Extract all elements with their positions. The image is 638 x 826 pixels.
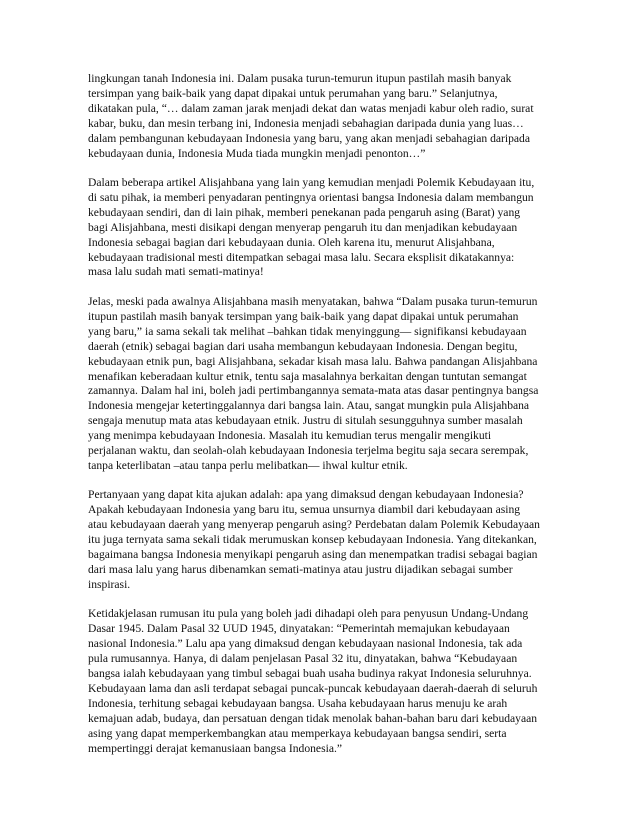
text-line: zamannya. Dalam hal ini, boleh jadi pertimbangannya semata-mata atas dasar pentingnya bangsa bbox=[88, 384, 539, 398]
text-line: Apakah kebudayaan Indonesia yang baru itu, semua unsurnya diambil dari kebudayaan asing bbox=[88, 503, 521, 517]
text-line: atau kebudayaan daerah yang menyerap pengaruh asing? Perdebatan dalam Polemik Kebudayaan bbox=[88, 518, 540, 532]
text-line: perjalanan waktu, dan seolah-olah kebudayaan Indonesia terjelma begitu saja secara serempak, bbox=[88, 444, 529, 458]
text-line: bagi Alisjahbana, mesti disikapi dengan menyerap pengaruh itu dan menjadikan kebudayaan bbox=[88, 220, 518, 234]
text-line: lingkungan tanah Indonesia ini. Dalam pusaka turun-temurun itupun pastilah masih banyak bbox=[88, 72, 512, 85]
text-line: dikatakan pula, “… dalam zaman jarak menjadi dekat dan watas menjadi kabur oleh radio, surat bbox=[88, 101, 534, 115]
paragraph-1 bbox=[88, 72, 568, 161]
paragraph-2 bbox=[88, 176, 568, 280]
text-line: kebudayaan dunia, Indonesia Muda tiada mungkin menjadi penonton…” bbox=[88, 146, 426, 160]
text-line: Indonesia, terhitung sebagai kebudayaan bangsa. Usaha kebudayaan harus menuju ke arah bbox=[88, 696, 508, 710]
text-line: menafikan keberadaan kultur etnik, tentu saja masalahnya berkaitan dengan tuntutan semangat bbox=[88, 369, 527, 383]
text-line: yang baru,” ia sama sekali tak melihat –bahkan tidak menyinggung— signifikansi kebudayaan bbox=[88, 324, 527, 338]
text-line: inspirasi. bbox=[88, 577, 131, 591]
paragraph-3 bbox=[88, 295, 568, 474]
text-line: mempertinggi derajat kemanusiaan bangsa Indonesia.” bbox=[88, 741, 343, 755]
text-line: kebudayaan etnik pun, bagi Alisjahbana, sekadar kisah masa lalu. Bahwa pandangan Alisjahbana bbox=[88, 354, 538, 368]
text-line: Indonesia sebagai bagian dari kebudayaan dunia. Oleh karena itu, menurut Alisjahbana, bbox=[88, 235, 495, 249]
text-line: masa lalu sudah mati semati-matinya! bbox=[88, 265, 264, 279]
text-line: dalam pembangunan kebudayaan Indonesia yang baru, yang akan menjadi sebahagian daripada bbox=[88, 131, 531, 145]
text-line: yang menimpa kebudayaan Indonesia. Masalah itu kemudian terus mengalir mengikuti bbox=[88, 429, 492, 443]
text-line: Jelas, meski pada awalnya Alisjahbana masih menyatakan, bahwa “Dalam pusaka turun-temurun bbox=[88, 294, 538, 308]
text-line: Pertanyaan yang dapat kita ajukan adalah: apa yang dimaksud dengan kebudayaan Indonesia? bbox=[88, 488, 524, 502]
text-line: bangsa ialah kebudayaan yang timbul sebagai buah usaha budinya rakyat Indonesia seluruhnya. bbox=[88, 667, 532, 680]
text-line: kebudayaan sendiri, dan di lain pihak, memberi penekanan pada pengaruh asing (Barat) yang bbox=[88, 205, 521, 219]
text-line: tersimpan yang baik-baik yang dapat dipakai untuk perumahan yang baru.” Selanjutnya, bbox=[88, 86, 498, 100]
text-line: kemajuan adab, budaya, dan persatuan dengan tidak menolak bahan-bahan baru dari kebudayaan bbox=[88, 711, 538, 725]
text-line: Dasar 1945. Dalam Pasal 32 UUD 1945, dinyatakan: “Pemerintah memajukan kebudayaan bbox=[88, 622, 510, 636]
text-line: tanpa keterlibatan –atau tanpa perlu melibatkan— ihwal kultur etnik. bbox=[88, 458, 408, 472]
text-line: nasional Indonesia.” Lalu apa yang dimaksud dengan kebudayaan nasional Indonesia, tak ada bbox=[88, 637, 523, 651]
text-line: bagaimana bangsa Indonesia menyikapi pengaruh asing dan menempatkan tradisi sebagai bagian bbox=[88, 548, 538, 562]
text-line: pula rumusannya. Hanya, di dalam penjelasan Pasal 32 itu, dinyatakan, bahwa “Kebudayaan bbox=[88, 652, 518, 666]
text-line: di satu pihak, ia memberi penyadaran pentingnya orientasi bangsa Indonesia dalam membangun bbox=[88, 190, 534, 204]
text-line: Kebudayaan lama dan asli terdapat sebagai puncak-puncak kebudayaan daerah-daerah di seluruh bbox=[88, 681, 538, 695]
text-line: Indonesia mengejar ketertinggalannya dari bangsa lain. Atau, sangat mungkin pula Alisjahbana bbox=[88, 399, 530, 413]
paragraph-5 bbox=[88, 607, 568, 756]
text-line: daerah (etnik) sebagai bagian dari usaha membangun kebudayaan Indonesia. Dengan begitu, bbox=[88, 339, 518, 353]
text-line: kebudayaan tradisional mesti ditempatkan sebagai masa lalu. Secara eksplisit dikatakannya: bbox=[88, 250, 515, 264]
paragraph-4 bbox=[88, 488, 568, 592]
text-line: asing yang dapat memperkembangkan atau memperkaya kebudayaan bangsa sendiri, serta bbox=[88, 726, 507, 740]
text-line: itupun pastilah masih banyak tersimpan yang baik-baik yang dapat dipakai untuk perumahan bbox=[88, 309, 519, 323]
text-line: dari masa lalu yang harus dibenamkan semati-matinya atau justru dijadikan sebagai sumber bbox=[88, 562, 513, 576]
text-line: kabar, buku, dan mesin terbang ini, Indonesia menjadi sebahagian daripada dunia yang luas… bbox=[88, 116, 524, 130]
text-line: Dalam beberapa artikel Alisjahbana yang lain yang kemudian menjadi Polemik Kebudayaan itu, bbox=[88, 176, 535, 190]
text-line: Ketidakjelasan rumusan itu pula yang boleh jadi dihadapi oleh para penyusun Undang-Undang bbox=[88, 607, 529, 621]
text-line: itu juga ternyata sama sekali tidak merumuskan konsep kebudayaan Indonesia. Yang ditekankan, bbox=[88, 533, 537, 547]
document-body bbox=[88, 72, 568, 771]
text-line: sengaja menutup mata atas kebudayaan etnik. Justru di situlah sesungguhnya sumber masalah bbox=[88, 414, 523, 428]
